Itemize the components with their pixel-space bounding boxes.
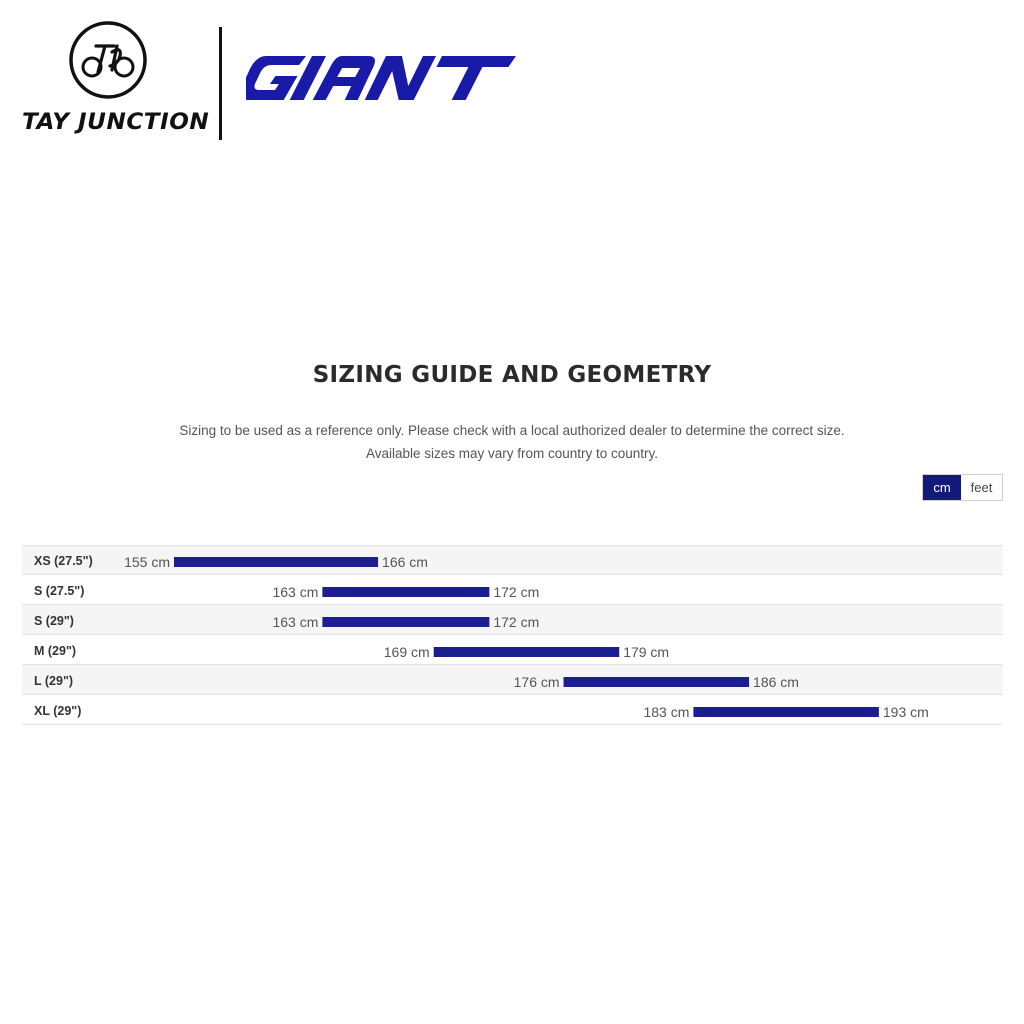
row-divider <box>22 634 1003 635</box>
height-range-bar <box>564 677 750 687</box>
unit-toggle <box>922 474 1003 501</box>
range-max-label: 193 cm <box>882 704 929 720</box>
giant-brand-logo <box>246 56 524 100</box>
size-row <box>22 605 1003 635</box>
range-max-label: 172 cm <box>493 584 540 600</box>
size-label: XS (27.5") <box>34 554 93 568</box>
row-divider <box>22 664 1003 665</box>
page-title: SIZING GUIDE AND GEOMETRY <box>312 362 712 388</box>
store-logo-text: TAY JUNCTION <box>22 110 210 135</box>
range-min-label: 183 cm <box>643 704 690 720</box>
height-range-bar <box>322 587 489 597</box>
bicycle-monogram-icon <box>68 20 148 100</box>
range-min-label: 176 cm <box>513 674 560 690</box>
size-row <box>22 545 1003 575</box>
size-row-background <box>22 665 1003 695</box>
disclaimer-line-1: Sizing to be used as a reference only. Please check with a local authorized dealer to determine the correct size. <box>179 423 845 438</box>
size-chart-svg <box>22 545 1003 725</box>
size-label: XL (29") <box>34 704 82 718</box>
range-max-label: 186 cm <box>753 674 799 690</box>
range-min-label: 155 cm <box>124 554 170 570</box>
size-row <box>22 635 1003 665</box>
logo-divider <box>219 27 222 140</box>
row-divider <box>22 604 1003 605</box>
height-range-bar <box>693 707 879 717</box>
chart-top-border <box>22 545 1003 546</box>
unit-cm-button[interactable]: cm <box>923 475 961 500</box>
size-label: M (29") <box>34 644 77 658</box>
store-logo <box>20 18 210 140</box>
row-divider <box>22 694 1003 695</box>
size-chart <box>22 545 1003 725</box>
size-label: L (29") <box>34 674 74 688</box>
range-max-label: 179 cm <box>623 644 670 660</box>
height-range-bar <box>322 617 489 627</box>
size-label: S (27.5") <box>34 584 85 598</box>
disclaimer-line-2: Available sizes may vary from country to country. <box>365 446 659 461</box>
range-max-label: 166 cm <box>382 554 428 570</box>
height-range-bar <box>434 647 620 657</box>
row-divider <box>22 574 1003 575</box>
range-min-label: 169 cm <box>383 644 430 660</box>
size-row <box>22 695 1003 725</box>
size-row <box>22 665 1003 695</box>
range-max-label: 172 cm <box>493 614 540 630</box>
size-row <box>22 575 1003 605</box>
size-label: S (29") <box>34 614 74 628</box>
row-divider <box>22 724 1003 725</box>
range-min-label: 163 cm <box>272 584 319 600</box>
height-range-bar <box>174 557 378 567</box>
range-min-label: 163 cm <box>272 614 319 630</box>
unit-feet-button[interactable]: feet <box>970 480 993 495</box>
